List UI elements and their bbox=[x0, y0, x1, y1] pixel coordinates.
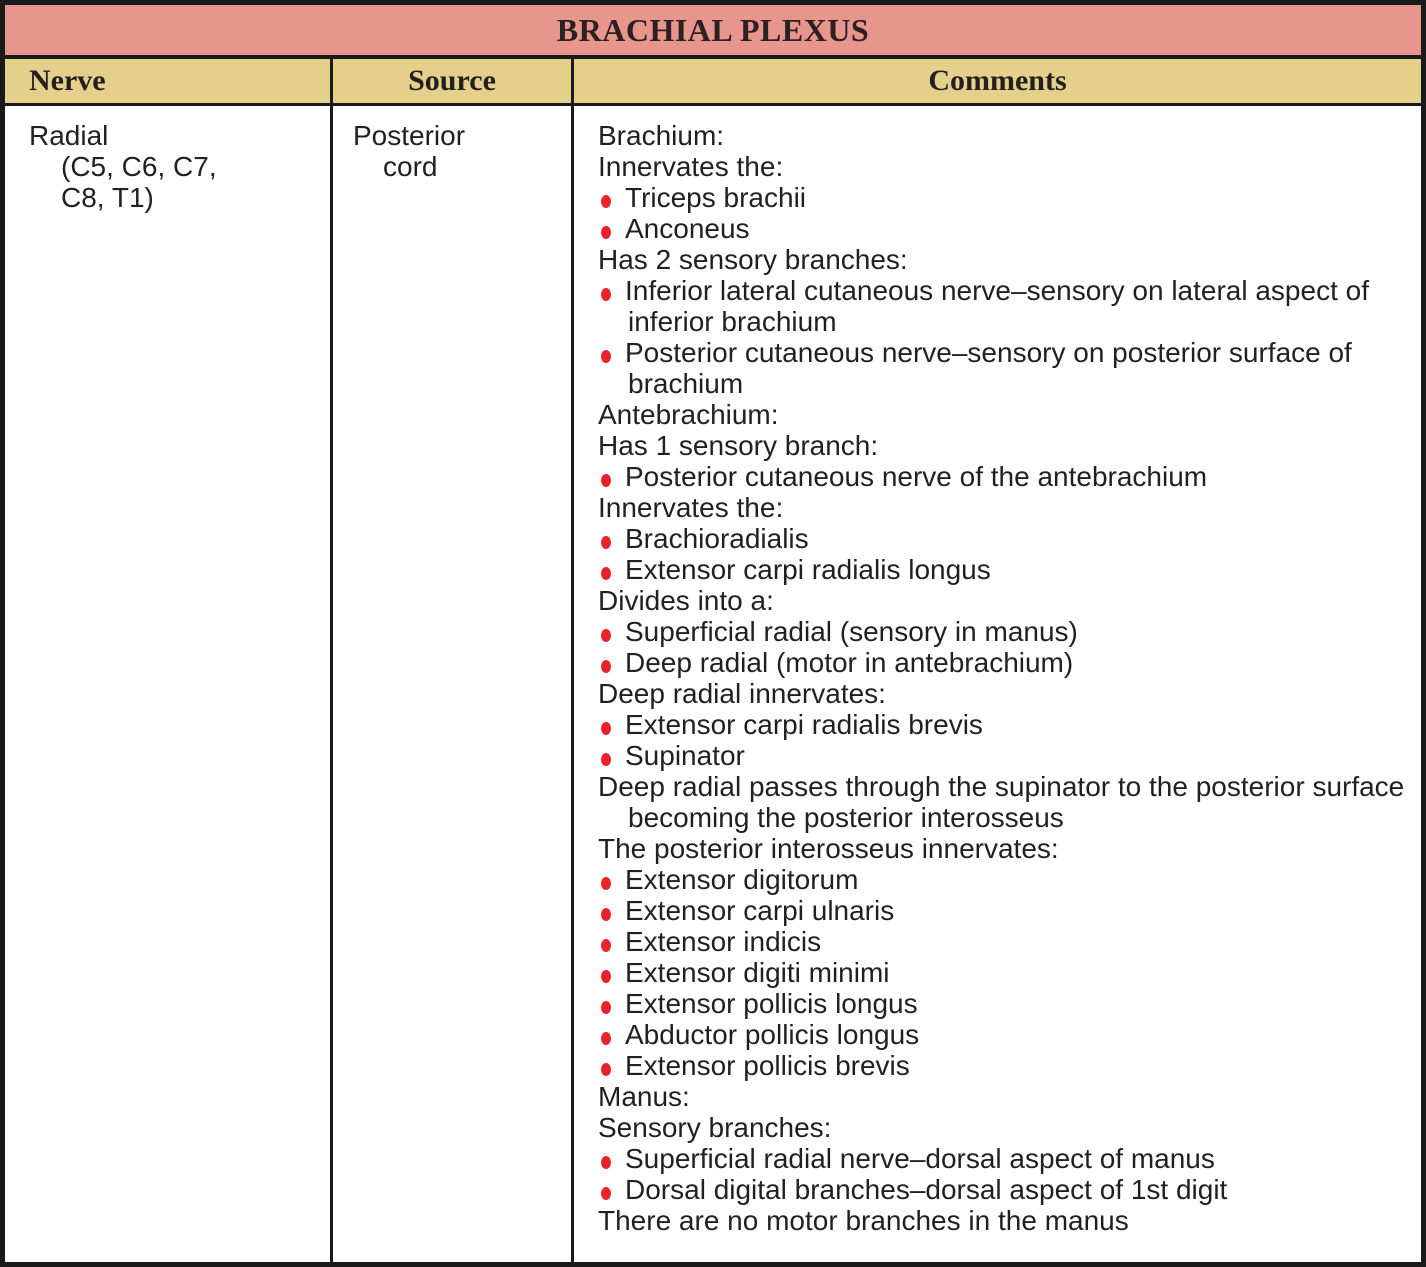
comment-line bbox=[598, 275, 1407, 337]
comment-line bbox=[598, 740, 1407, 771]
comment-text: Has 2 sensory branches: bbox=[598, 244, 908, 275]
comment-line bbox=[598, 957, 1407, 988]
comment-text: Innervates the: bbox=[598, 492, 784, 523]
bullet-icon bbox=[598, 1143, 625, 1174]
comment-text: Inferior lateral cutaneous nerve–sensory on lateral aspect of inferior brachium bbox=[625, 275, 1369, 337]
table-title: BRACHIAL PLEXUS bbox=[556, 11, 870, 48]
comment-line bbox=[598, 864, 1407, 895]
comment-text: Posterior cutaneous nerve of the antebrachium bbox=[625, 461, 1208, 492]
comment-text: Deep radial passes through the supinator to the posterior surface becoming the posterior interosseus bbox=[598, 771, 1405, 833]
bullet-icon bbox=[598, 926, 625, 957]
bullet-icon bbox=[598, 709, 625, 740]
comment-line bbox=[598, 585, 1407, 616]
nerve-roots-line-2: C8, T1) bbox=[61, 182, 154, 213]
comment-text: Manus: bbox=[598, 1081, 690, 1112]
comment-text: Superficial radial nerve–dorsal aspect of manus bbox=[625, 1143, 1215, 1174]
nerve-roots-line-1: (C5, C6, C7, bbox=[61, 151, 217, 182]
comment-line bbox=[598, 833, 1407, 864]
comment-text: Deep radial innervates: bbox=[598, 678, 886, 709]
comment-text: Triceps brachii bbox=[625, 182, 807, 213]
comment-text: Supinator bbox=[625, 740, 745, 771]
bullet-icon bbox=[598, 647, 625, 678]
comment-text: Brachium: bbox=[598, 120, 725, 151]
comments-cell bbox=[574, 106, 1421, 1262]
comment-line bbox=[598, 523, 1407, 554]
comment-text: Posterior cutaneous nerve–sensory on posterior surface of brachium bbox=[625, 337, 1352, 399]
comment-line bbox=[598, 771, 1407, 833]
comment-line bbox=[598, 461, 1407, 492]
comment-line bbox=[598, 151, 1407, 182]
nerve-name: Radial bbox=[29, 120, 109, 151]
bullet-icon bbox=[598, 1019, 625, 1050]
bullet-icon bbox=[598, 275, 625, 306]
comment-text: Sensory branches: bbox=[598, 1112, 832, 1143]
comment-line bbox=[598, 554, 1407, 585]
comment-line bbox=[598, 647, 1407, 678]
comment-line bbox=[598, 1112, 1407, 1143]
source-line-1: Posterior bbox=[353, 120, 466, 151]
comment-text: Divides into a: bbox=[598, 585, 774, 616]
comment-line bbox=[598, 926, 1407, 957]
comment-line bbox=[598, 430, 1407, 461]
comment-line bbox=[598, 337, 1407, 399]
bullet-icon bbox=[598, 554, 625, 585]
bullet-icon bbox=[598, 1050, 625, 1081]
comment-text: Innervates the: bbox=[598, 151, 784, 182]
comment-line bbox=[598, 1205, 1407, 1236]
comment-text: Extensor indicis bbox=[625, 926, 822, 957]
bullet-icon bbox=[598, 895, 625, 926]
column-header-nerve: Nerve bbox=[5, 59, 333, 103]
comment-text: Antebrachium: bbox=[598, 399, 779, 430]
comment-line bbox=[598, 709, 1407, 740]
bullet-icon bbox=[598, 988, 625, 1019]
comment-line bbox=[598, 678, 1407, 709]
comment-text: Extensor carpi radialis brevis bbox=[625, 709, 983, 740]
bullet-icon bbox=[598, 213, 625, 244]
bullet-icon bbox=[598, 523, 625, 554]
bullet-icon bbox=[598, 864, 625, 895]
column-header-source: Source bbox=[333, 59, 574, 103]
comment-line bbox=[598, 1174, 1407, 1205]
comment-text: There are no motor branches in the manus bbox=[598, 1205, 1129, 1236]
comment-line bbox=[598, 1081, 1407, 1112]
comment-text: Dorsal digital branches–dorsal aspect of 1st digit bbox=[625, 1174, 1228, 1205]
column-header-comments: Comments bbox=[928, 64, 1067, 97]
comment-line bbox=[598, 182, 1407, 213]
column-header-row bbox=[5, 59, 1421, 106]
comment-text: Superficial radial (sensory in manus) bbox=[625, 616, 1078, 647]
comment-line bbox=[598, 120, 1407, 151]
comment-text: Deep radial (motor in antebrachium) bbox=[625, 647, 1074, 678]
comment-text: Has 1 sensory branch: bbox=[598, 430, 879, 461]
comment-text: The posterior interosseus innervates: bbox=[598, 833, 1059, 864]
bullet-icon bbox=[598, 337, 625, 368]
source-line-2: cord bbox=[383, 151, 438, 182]
table-title-row bbox=[5, 5, 1421, 59]
bullet-icon bbox=[598, 182, 625, 213]
bullet-icon bbox=[598, 740, 625, 771]
source-cell bbox=[333, 106, 574, 1262]
comment-text: Extensor carpi ulnaris bbox=[625, 895, 895, 926]
bullet-icon bbox=[598, 616, 625, 647]
comment-text: Extensor digiti minimi bbox=[625, 957, 890, 988]
comment-line bbox=[598, 399, 1407, 430]
comment-text: Extensor digitorum bbox=[625, 864, 859, 895]
comment-text: Extensor pollicis longus bbox=[625, 988, 918, 1019]
nerve-cell bbox=[5, 106, 333, 1262]
comment-text: Brachioradialis bbox=[625, 523, 809, 554]
comment-text: Extensor carpi radialis longus bbox=[625, 554, 991, 585]
comment-line bbox=[598, 1143, 1407, 1174]
comment-line bbox=[598, 988, 1407, 1019]
table-row bbox=[5, 106, 1421, 1262]
comment-text: Extensor pollicis brevis bbox=[625, 1050, 910, 1081]
bullet-icon bbox=[598, 461, 625, 492]
comment-line bbox=[598, 1050, 1407, 1081]
bullet-icon bbox=[598, 957, 625, 988]
comment-text: Abductor pollicis longus bbox=[625, 1019, 920, 1050]
bullet-icon bbox=[598, 1174, 625, 1205]
comment-line bbox=[598, 895, 1407, 926]
comment-line bbox=[598, 1019, 1407, 1050]
comment-line bbox=[598, 213, 1407, 244]
comment-line bbox=[598, 616, 1407, 647]
comment-line bbox=[598, 492, 1407, 523]
comment-line bbox=[598, 244, 1407, 275]
comment-text: Anconeus bbox=[625, 213, 750, 244]
